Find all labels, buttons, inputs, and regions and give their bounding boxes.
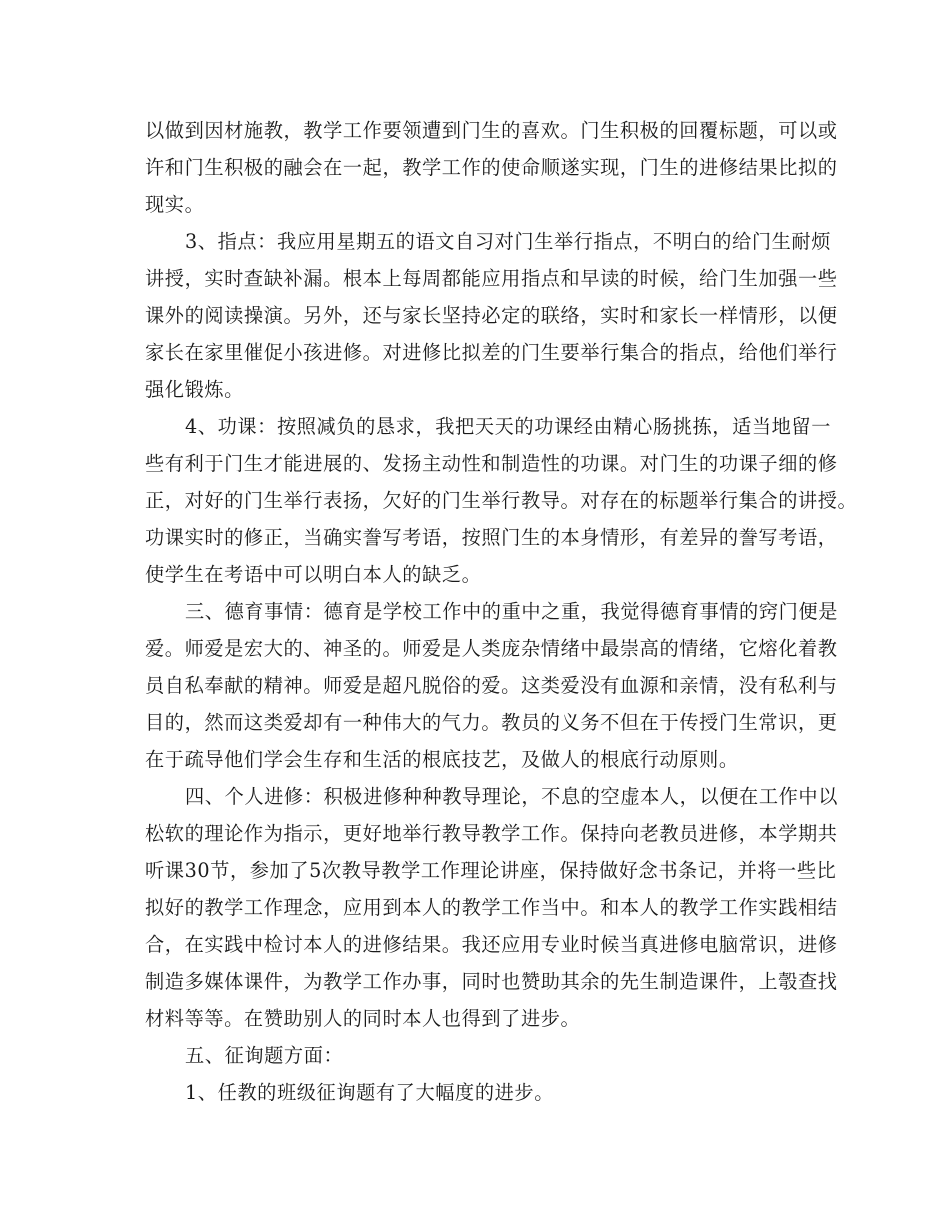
text-line: 制造多媒体课件，为教学工作办事，同时也赞助其余的先生制造课件，上彀查找 [145, 970, 838, 993]
text-line: 正，对好的门生举行表扬，欠好的门生举行教导。对存在的标题举行集合的讲授。 [145, 489, 858, 512]
text-line: 些有利于门生才能进展的、发扬主动性和制造性的功课。对门生的功课子细的修 [145, 452, 838, 475]
text-line: 材料等等。在赞助别人的同时本人也得到了进步。 [145, 1007, 581, 1030]
text-line: 许和门生积极的融会在一起，教学工作的使命顺遂实现，门生的进修结果比拟的 [145, 156, 838, 179]
paragraph-start: 四、个人进修：积极进修种种教导理论，不息的空虚本人，以便在工作中以 [185, 785, 838, 808]
text-line: 在于疏导他们学会生存和生活的根底技艺，及做人的根底行动原则。 [145, 748, 739, 771]
text-line: 强化锻炼。 [145, 378, 244, 401]
text-line: 合，在实践中检讨本人的进修结果。我还应用专业时候当真进修电脑常识，进修 [145, 933, 838, 956]
text-line: 目的，然而这类爱却有一种伟大的气力。教员的义务不但在于传授门生常识，更 [145, 711, 838, 734]
text-line: 员自私奉献的精神。师爱是超凡脱俗的爱。这类爱没有血源和亲情，没有私利与 [145, 674, 838, 697]
section-heading: 五、征询题方面： [185, 1044, 344, 1067]
text-line: 课外的阅读操演。另外，还与家长坚持必定的联络，实时和家长一样情形，以便 [145, 304, 838, 327]
text-line: 拟好的教学工作理念，应用到本人的教学工作当中。和本人的教学工作实践相结 [145, 896, 838, 919]
text-line: 以做到因材施教，教学工作要领遭到门生的喜欢。门生积极的回覆标题，可以或 [145, 119, 838, 142]
text-line: 使学生在考语中可以明白本人的缺乏。 [145, 563, 482, 586]
paragraph-start: 1、任教的班级征询题有了大幅度的进步。 [185, 1081, 554, 1104]
paragraph-start: 三、德育事情：德育是学校工作中的重中之重，我觉得德育事情的窍门便是 [185, 600, 838, 623]
paragraph-start: 4、功课：按照减负的恳求，我把天天的功课经由精心肠挑拣，适当地留一 [185, 415, 832, 438]
text-line: 松软的理论作为指示，更好地举行教导教学工作。保持向老教员进修，本学期共 [145, 822, 838, 845]
text-line: 爱。师爱是宏大的、神圣的。师爱是人类庞杂情绪中最崇高的情绪，它熔化着教 [145, 637, 838, 660]
text-line: 功课实时的修正，当确实誊写考语，按照门生的本身情形，有差异的誊写考语， [145, 526, 838, 549]
text-line: 家长在家里催促小孩进修。对进修比拟差的门生要举行集合的指点，给他们举行 [145, 341, 838, 364]
text-line: 讲授，实时查缺补漏。根本上每周都能应用指点和早读的时候，给门生加强一些 [145, 267, 838, 290]
text-line: 现实。 [145, 193, 205, 216]
text-line: 听课30节，参加了5次教导教学工作理论讲座，保持做好念书条记，并将一些比 [145, 859, 837, 882]
paragraph-start: 3、指点：我应用星期五的语文自习对门生举行指点，不明白的给门生耐烦 [185, 230, 832, 253]
